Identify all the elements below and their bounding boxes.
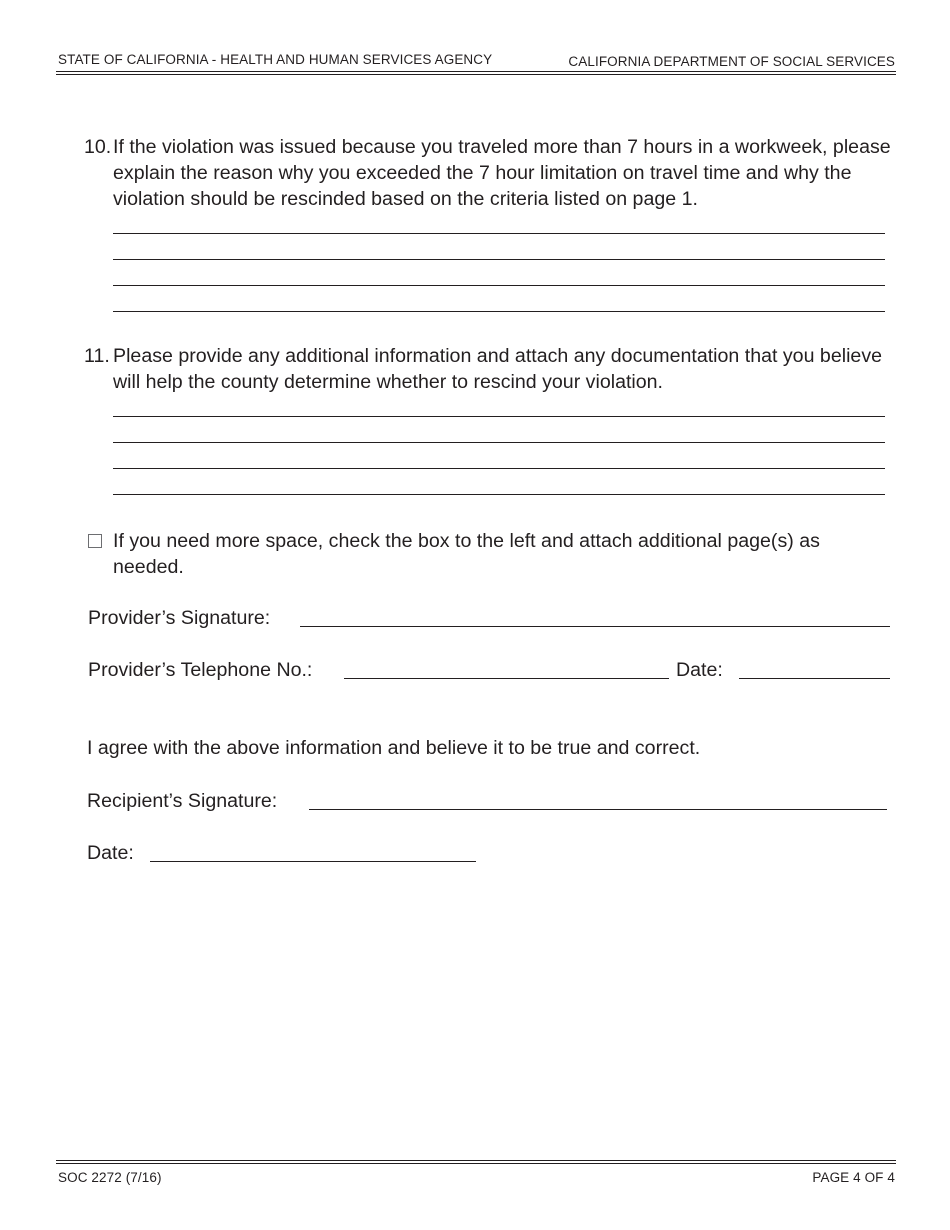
question-text: If the violation was issued because you traveled more than 7 hours in a workweek, please explain the reason why you exceeded the 7 hour limitation on travel time and why the violation should be rescinded based on the criteria listed on page 1. (113, 136, 891, 210)
more-space-row (88, 528, 888, 580)
provider-date-field[interactable] (739, 678, 890, 679)
answer-line[interactable] (113, 494, 885, 495)
header-agency: STATE OF CALIFORNIA - HEALTH AND HUMAN SERVICES AGENCY (58, 52, 493, 67)
provider-signature-field[interactable] (300, 626, 890, 627)
header-department: CALIFORNIA DEPARTMENT OF SOCIAL SERVICES (568, 54, 895, 69)
header-rule-top (56, 71, 896, 72)
answer-line[interactable] (113, 233, 885, 234)
question-10 (84, 134, 896, 212)
footer-rule-top (56, 1160, 896, 1161)
header-rule-bottom (56, 74, 896, 75)
footer-rule-bottom (56, 1163, 896, 1164)
question-number: 10. (84, 136, 112, 158)
question-10-answer-lines (113, 233, 885, 337)
question-11 (84, 343, 896, 395)
provider-date-label: Date: (676, 659, 723, 681)
more-space-checkbox[interactable] (88, 534, 102, 548)
answer-line[interactable] (113, 442, 885, 443)
answer-line[interactable] (113, 468, 885, 469)
recipient-signature-field[interactable] (309, 809, 887, 810)
answer-line[interactable] (113, 259, 885, 260)
more-space-label: If you need more space, check the box to the left and attach additional page(s) as needed. (113, 530, 820, 578)
recipient-date-label: Date: (87, 842, 134, 864)
recipient-date-field[interactable] (150, 861, 476, 862)
page-number: PAGE 4 OF 4 (812, 1170, 895, 1185)
answer-line[interactable] (113, 416, 885, 417)
form-number: SOC 2272 (7/16) (58, 1170, 162, 1185)
answer-line[interactable] (113, 285, 885, 286)
provider-telephone-label: Provider’s Telephone No.: (88, 659, 313, 681)
provider-signature-label: Provider’s Signature: (88, 607, 271, 629)
question-number: 11. (84, 345, 110, 367)
question-text: Please provide any additional information and attach any documentation that you believe will help the county determine whether to rescind your violation. (113, 345, 883, 393)
recipient-signature-label: Recipient’s Signature: (87, 790, 278, 812)
question-11-answer-lines (113, 416, 885, 520)
provider-telephone-field[interactable] (344, 678, 669, 679)
answer-line[interactable] (113, 311, 885, 312)
agreement-statement: I agree with the above information and believe it to be true and correct. (87, 737, 701, 759)
